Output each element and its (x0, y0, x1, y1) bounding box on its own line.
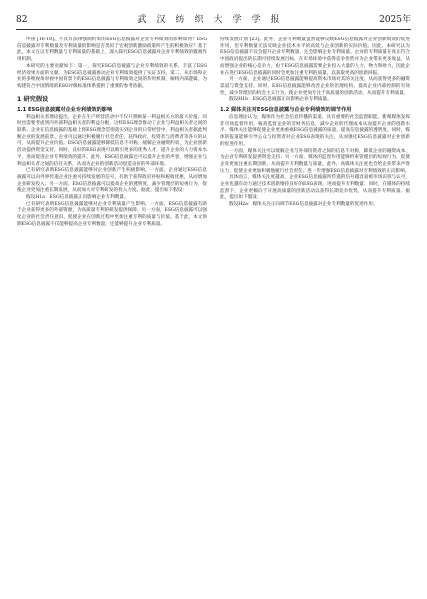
header-rule (16, 29, 411, 30)
hypothesis: 假设H2a：媒体关注正向调节ESG信息披露对企业专利数量的促进作用。 (229, 202, 378, 208)
paragraph: 持续发展计划 [23]。此外，企业专利数量虽然能够反映ESG信息披露对企业创新绩效的促进作用，但专利数量无法反映企业技术水平的高低与企业创新的实际价值。因此，本研究认为ESG信息披露不仅会提升企业专利数量，还会影响企业专利质量。企业的专利质量在真正符合中国政府提出的长期可持续发展目标，在市场环境中获得竞争优势并为企业带来更多收益，从而增强企业的核心竞争力。由于ESG信息披露需要企业投入大量的人力、物力和财力，因此企业在进行ESG信息披露的同时会更加注重专利的质量，以获取更高的创新回报。 (220, 37, 410, 76)
paragraph: 本研究的主要贡献如下：第一，探究ESG信息披露与企业专利绩效的关系，丰富了ESG经济效果方面的文献，为ESG信息披露推动企业专利绩效提供了实证支持。第二，从市场和企业的多维视角审视中国背景下的ESG信息披露与专利绩效之间的作用机制，解构内部逻辑，为构建符合中国情境的ESG评级标准体系提供了重要的参考依据。 (17, 63, 207, 89)
paragraph: 具体而言，媒体关注度越高，企业ESG信息披露所传递的信号越容易被市场识别与认可，企业也越有动力通过技术创新维持良好的ESG表现，进而提升专利数量；同时，在媒体的持续监督下，企业更倾向于开展高质量的创新活动以获得长期竞争优势，从而提升专利质量。据此，提出如下假设： (220, 175, 410, 201)
subsection-heading: 1.1 ESG信息披露对企业专利绩效的影响 (17, 106, 113, 113)
hypothesis: 假设H1b：ESG信息披露正向影响企业专利质量。 (229, 97, 332, 103)
publication-year: 2025年 (379, 15, 411, 25)
page-number: 82 (16, 15, 28, 25)
right-column (220, 37, 410, 591)
paragraph: 一方面，媒体关注可以缓解企业与外部投资者之间的信息不对称，降低企业的融资成本，为企业专利研发提供资金支持；另一方面，媒体的监督作用能够约束管理层的短视行为，促使企业更加注重长期创新，从而提升专利数量与质量。此外，高媒体关注度也会给企业带来声誉压力，促使企业更加积极地履行社会责任，进一步增强ESG信息披露对专利绩效的正向影响。 (220, 148, 410, 174)
paragraph: 已有研究表明ESG信息披露能够对企业创新产生积极影响。一方面，企业通过ESG信息披露可以向外界传递企业注重可持续发展的信号，有助于获得政府补贴和税收优惠，从而增加企业研发投入；另一方面，ESG信息披露可以提高企业的透明度，减少管理层的短视行为，促使企业更加注重长期发展，从而加大对专利研发的投入力度。据此，提出如下假设： (17, 168, 207, 194)
paragraph: 另一方面，企业通过ESG信息披露能够提高资本市场对其的关注度，从而获得更多的融资渠道与资金支持。同时，ESG信息披露能够改善企业的治理结构，提高企业内部控制的有效性，减少管理层的机会主义行为，使企业更加专注于高质量的创新活动，从而提升专利质量。 (220, 77, 410, 96)
subsection-heading: 1.2 媒体关注对ESG信息披露与企业专利绩效的调节作用 (220, 107, 352, 114)
hypothesis: 假设H1a：ESG信息披露正向影响企业专利数量。 (26, 195, 129, 201)
section-heading: 1 研究假设 (17, 95, 49, 103)
paragraph: 信息理论认为，媒体作为社会信息传播的渠道，具有重要的社会监督职能。新闻媒体发挥非市场监督作用，核查监督企业的非财务信息，减少企业的代理成本从而提升企业的创新水平。媒体关注能够促使企业更加重视ESG信息披露的质量，提高信息披露的透明度。同时，媒体的报道能够引导公众与投资者对企业ESG表现的关注，从而强化ESG信息披露对企业创新的促进作用。 (220, 115, 410, 147)
left-column (17, 37, 207, 591)
paragraph: 已有研究表明ESG信息披露能够对企业专利质量产生影响。一方面，ESG信息披露有助于企业获得更多的外部资源，为高质量专利的研发提供保障；另一方面，ESG信息披露可以强化企业的社会责任意识，促使企业在创新过程中更加注重专利的质量与价值。基于此，本文预期ESG信息披露不仅能够提高企业专利数量，还能够提升企业专利质量。 (17, 201, 207, 227)
paragraph: 中国 [16-18]。不具有法律强制约束的ESG信息披露对企业专利绩效的影响如何？ESG信息披露对专利数量及专利质量的影响是否类似于宏观创新激励政策所产生的积极效应？基于此，本文在以专利数量与专利质量的基础上，深入探究ESG信息披露对企业专利绩效的微观作用机制。 (17, 37, 207, 63)
journal-title: 武汉纺织大学学报 (137, 15, 290, 25)
page-header (16, 12, 411, 28)
paragraph: 利益相关者理论提出，企业在生产经营活动中不仅只照顾某一利益相关方的最大价值，同时也需要考虑到内外部利益相关者的利益分配，这样ESG理念推动了企业与利益相关者之间的联系。企业在信息披露的基础上将ESG理念贯彻落实到企业的日常经营中，利益相关者据此判断企业的发展前景。企业可以通过积极履行社会责任，获得政府、投资者与消费者等各方的认可，从而提升企业价值。ESG信息披露能够降低信息不对称，缓解企业融资约束，为企业创新活动提供资金支持。同时，良好的ESG表现可以吸引更多的优秀人才，提升企业的人力资本水平，进而促进企业专利绩效的提升。此外，ESG信息披露还可以提升企业的声誉，增强企业与利益相关者之间的信任关系，从而为企业的创新活动创造良好的外部环境。 (17, 114, 207, 167)
